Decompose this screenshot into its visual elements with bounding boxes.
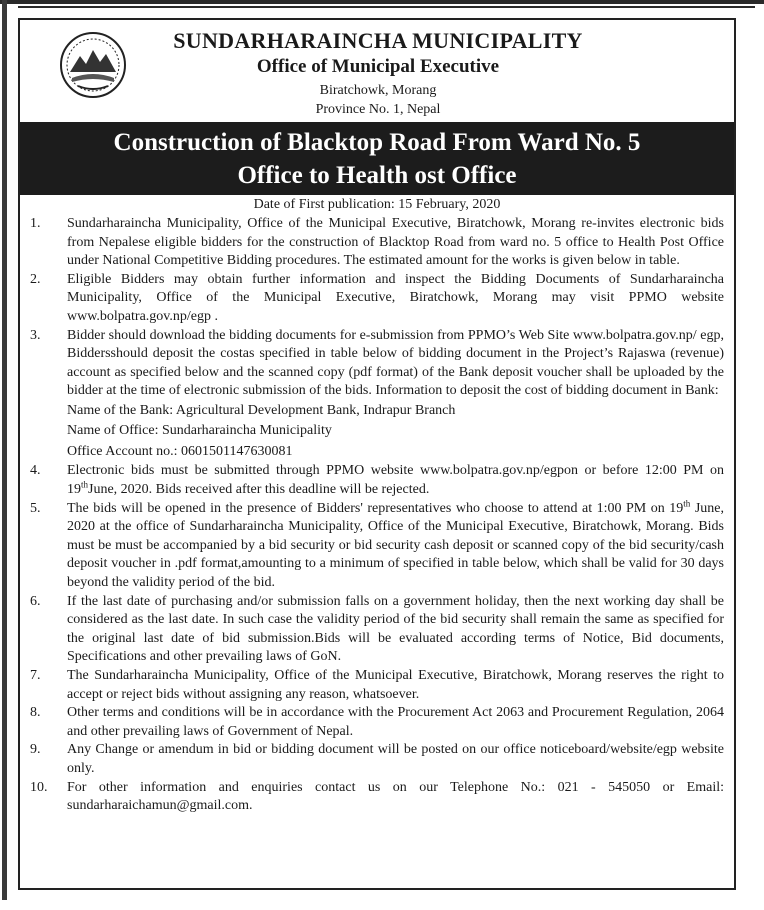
org-name: SUNDARHARAINCHA MUNICIPALITY — [173, 28, 583, 53]
superscript: th — [81, 479, 89, 490]
item-number: 10. — [30, 779, 48, 795]
list-item — [30, 667, 724, 704]
item-text: Eligible Bidders may obtain further information and inspect the Bidding Documents of Sundarharaincha Municipality, Office of the Municipal Executive, Biratchowk, Morang may visit PPMO website www.bolpatra.gov.np/egp . — [67, 271, 724, 324]
list-item — [30, 741, 724, 778]
superscript: th — [683, 497, 691, 508]
bank-details — [30, 401, 724, 463]
item-text: For other information and enquiries contact us on our Telephone No.: 021 - 545050 or Email: sundarharaichamun@gmail.com. — [67, 779, 724, 814]
list-item — [30, 779, 724, 816]
item-text — [67, 497, 724, 593]
item-number: 1. — [30, 216, 41, 231]
item-number: 8. — [30, 705, 41, 721]
top-rule — [0, 0, 764, 4]
item-text — [67, 462, 724, 499]
list-item — [30, 271, 724, 327]
list-item — [30, 215, 724, 271]
item-text-part: Electronic bids must be submitted through PPMO website www.bolpatra.gov.np/egpon or before 12:00 PM on 19 — [67, 463, 724, 498]
address-line-1: Biratchowk, Morang — [319, 83, 437, 98]
item-number: 2. — [30, 271, 41, 287]
left-edge-bar — [2, 0, 7, 900]
item-text-part: June, 2020 at the office of Sundarharaincha Municipality, Office of the Municipal Executive, Biratchowk, Morang. Bids must be must be accompanied by a bid security or bid security cash deposit or scanned copy of the bid security/cash deposit voucher in .pdf format,amounting to a minimum of specified in table below, which shall be valid for 30 days beyond the validity period of the bid. — [67, 500, 724, 590]
item-text-part: June, 2020. Bids received after this deadline will be rejected. — [88, 482, 430, 498]
list-item — [30, 593, 724, 667]
bank-name: Name of the Bank: Agricultural Development Bank, Indrapur Branch — [67, 402, 456, 418]
item-text-part: The bids will be opened in the presence of Bidders' representatives who choose to attend at 1:00 PM on 19 — [67, 500, 684, 516]
office-name-line: Name of Office: Sundarharaincha Municipality — [67, 423, 332, 439]
item-text: Any Change or amendum in bid or bidding document will be posted on our office noticeboard/website/egp website only. — [67, 742, 724, 776]
item-number: 6. — [30, 593, 41, 609]
banner-line-1: Construction of Blacktop Road From Ward No. 5 — [113, 129, 641, 156]
item-text: If the last date of purchasing and/or submission falls on a government holiday, then the next working day shall be considered as the last date. In such case the validity period of the bid security shall remain the same as specified for the original last date of bid submission.Bids will be evaluated according terms of Notice, Bid documents, Specifications and other prevailing laws of GoN. — [67, 593, 724, 665]
publication-date: Date of First publication: 15 February, 2020 — [253, 197, 501, 212]
item-text: Bidder should download the bidding documents for e-submission from PPMO’s Web Site www.bolpatra.gov.np/ egp, Biddersshould deposit the costas specified in table below of bidding document in the Project’s Rajaswa (revenue) account as specified below and the scanned copy (pdf format) of the Bank deposit voucher shall be uploaded by the bidder at the time of electronic submission of the bids. Information to deposit the cost of bidding document in Bank: — [67, 327, 724, 399]
item-number: 9. — [30, 742, 41, 758]
list-item — [30, 462, 724, 499]
notice-title-banner — [20, 122, 734, 195]
item-number: 5. — [30, 500, 41, 516]
item-text: The Sundarharaincha Municipality, Office of the Municipal Executive, Biratchowk, Morang reserves the right to accept or reject bids without assigning any reason, whatsoever. — [67, 667, 724, 702]
top-rule-inner — [18, 6, 755, 8]
office-account: Office Account no.: 0601501147630081 — [67, 443, 293, 459]
address-line-2: Province No. 1, Nepal — [315, 102, 441, 117]
item-number: 3. — [30, 327, 41, 343]
list-item — [30, 704, 724, 741]
office-name: Office of Municipal Executive — [256, 56, 500, 77]
notice-items — [30, 215, 724, 816]
banner-line-2: Office to Health ost Office — [237, 162, 517, 189]
item-text: Sundarharaincha Municipality, Office of the Municipal Executive, Biratchowk, Morang re-invites electronic bids from Nepalese eligible bidders for the construction of Blacktop Road from ward no. 5 office to Health Post Office under National Competitive Bidding procedures. The estimated amount for the works is given below in table. — [67, 216, 724, 269]
item-number: 7. — [30, 667, 41, 683]
item-text: Other terms and conditions will be in accordance with the Procurement Act 2063 and Procurement Regulation, 2064 and other prevailing laws of Government of Nepal. — [67, 705, 724, 739]
list-item — [30, 497, 724, 593]
list-item — [30, 327, 724, 401]
item-number: 4. — [30, 463, 41, 479]
municipality-emblem-icon — [58, 30, 128, 100]
